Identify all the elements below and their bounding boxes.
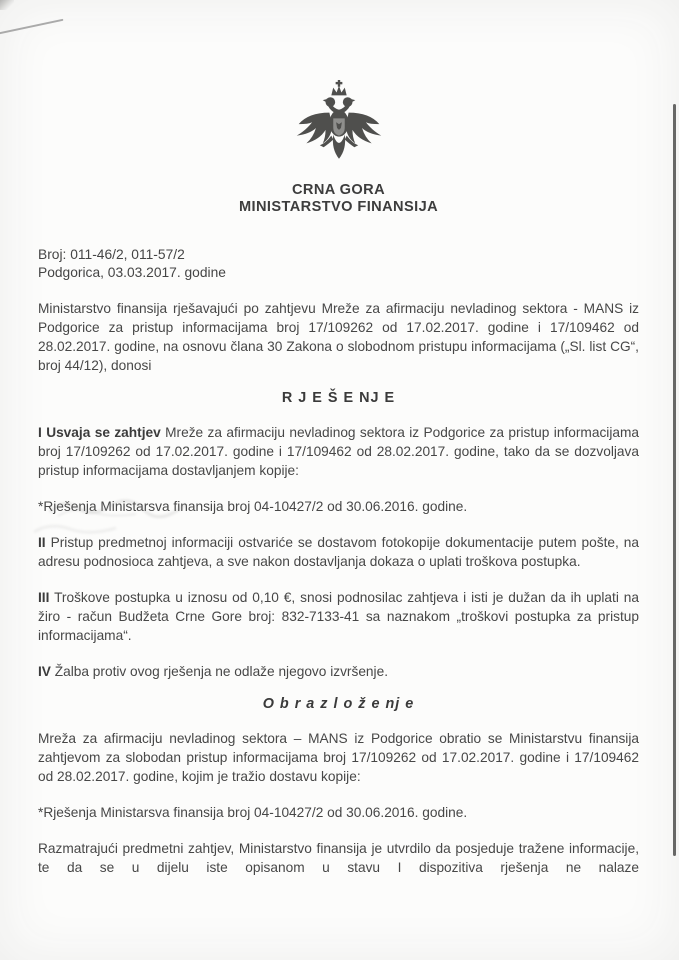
decision-item-2-number: II — [38, 535, 46, 550]
country-name: CRNA GORA — [291, 182, 386, 198]
decision-item-1 — [38, 423, 639, 480]
decision-item-1-text: Mreže za afirmaciju nevladinog sektora iz Podgorice za pristup informacijama broj 17/109262 od 17.02.2017. godine i 17/109462 od 28.02.2017. godine, tako da se dozvoljava pristup informacijama dostavljanjem kopije: — [38, 425, 639, 478]
decision-item-1-number: I Usvaja se zahtjev — [38, 425, 161, 440]
coat-of-arms — [38, 80, 639, 178]
decision-copy-line-text: *Rješenja Ministarsva finansija broj 04-10427/2 od 30.06.2016. godine. — [38, 499, 468, 514]
scan-right-edge-line — [673, 104, 676, 856]
decision-item-3-text: Troškove postupka u iznosu od 0,10 €, snosi podnosilac zahtjeva i isti je dužan da ih uplati na žiro - račun Budžeta Crne Gore broj: 832-7133-41 sa naznakom „troškovi postupka za pristup informacijama“. — [38, 590, 639, 643]
decision-item-3-number: III — [38, 590, 50, 605]
decision-item-4-number: IV — [38, 664, 51, 679]
decision-item-4 — [38, 662, 639, 681]
place-date-line: Podgorica, 03.03.2017. godine — [38, 265, 226, 280]
explanation-title: O b r a z l o ž e nj e — [262, 696, 415, 712]
document-meta — [38, 246, 639, 282]
scan-corner-fleck — [0, 0, 14, 10]
scan-smudge-small — [30, 520, 120, 536]
explanation-copy-line: *Rješenja Ministarsva finansija broj 04-10427/2 od 30.06.2016. godine. — [38, 805, 468, 820]
decision-item-3 — [38, 588, 639, 645]
decision-item-4-text: Žalba protiv ovog rješenja ne odlaže njegovo izvršenje. — [50, 664, 388, 679]
reference-number-line: Broj: 011-46/2, 011-57/2 — [38, 247, 185, 262]
decision-title: R J E Š E NJ E — [281, 390, 396, 406]
explanation-paragraph-1: Mreža za afirmaciju nevladinog sektora – MANS iz Podgorice obratio se Ministarstvu finansija zahtjevom za slobodan pristup informacijama broj 17/109262 od 17.02.2017. godine i 17/109462 od 28.02.2017. godine, kojim je tražio dostavu kopije: — [38, 731, 639, 784]
intro-paragraph: Ministarstvo finansija rješavajući po zahtjevu Mreže za afirmaciju nevladinog sektora - MANS iz Podgorice za pristup informacijama broj 17/109262 od 17.02.2017. godine i 17/109462 od 28.02.2017. godine, na osnovu člana 30 Zakona o slobodnom pristupu informacijama („Sl. list CG“, broj 44/12), donosi — [38, 301, 639, 373]
explanation-paragraph-2: Razmatrajući predmetni zahtjev, Ministarstvo finansija je utvrdilo da posjeduje tražene informacije, te da se u dijelu iste opisanom u stavu I dispozitiva rješenja ne nalaze — [38, 841, 639, 875]
double-headed-eagle-icon — [279, 80, 399, 176]
ministry-name: MINISTARSTVO FINANSIJA — [238, 199, 439, 215]
scan-smudge — [44, 494, 194, 520]
decision-item-2 — [38, 533, 639, 571]
decision-item-2-text: Pristup predmetnoj informaciji ostvariće se dostavom fotokopije dokumentacije putem pošte, na adresu podnosioca zahtjeva, a sve nakon dostavljanja dokaza o uplati troškova postupka. — [38, 535, 639, 569]
